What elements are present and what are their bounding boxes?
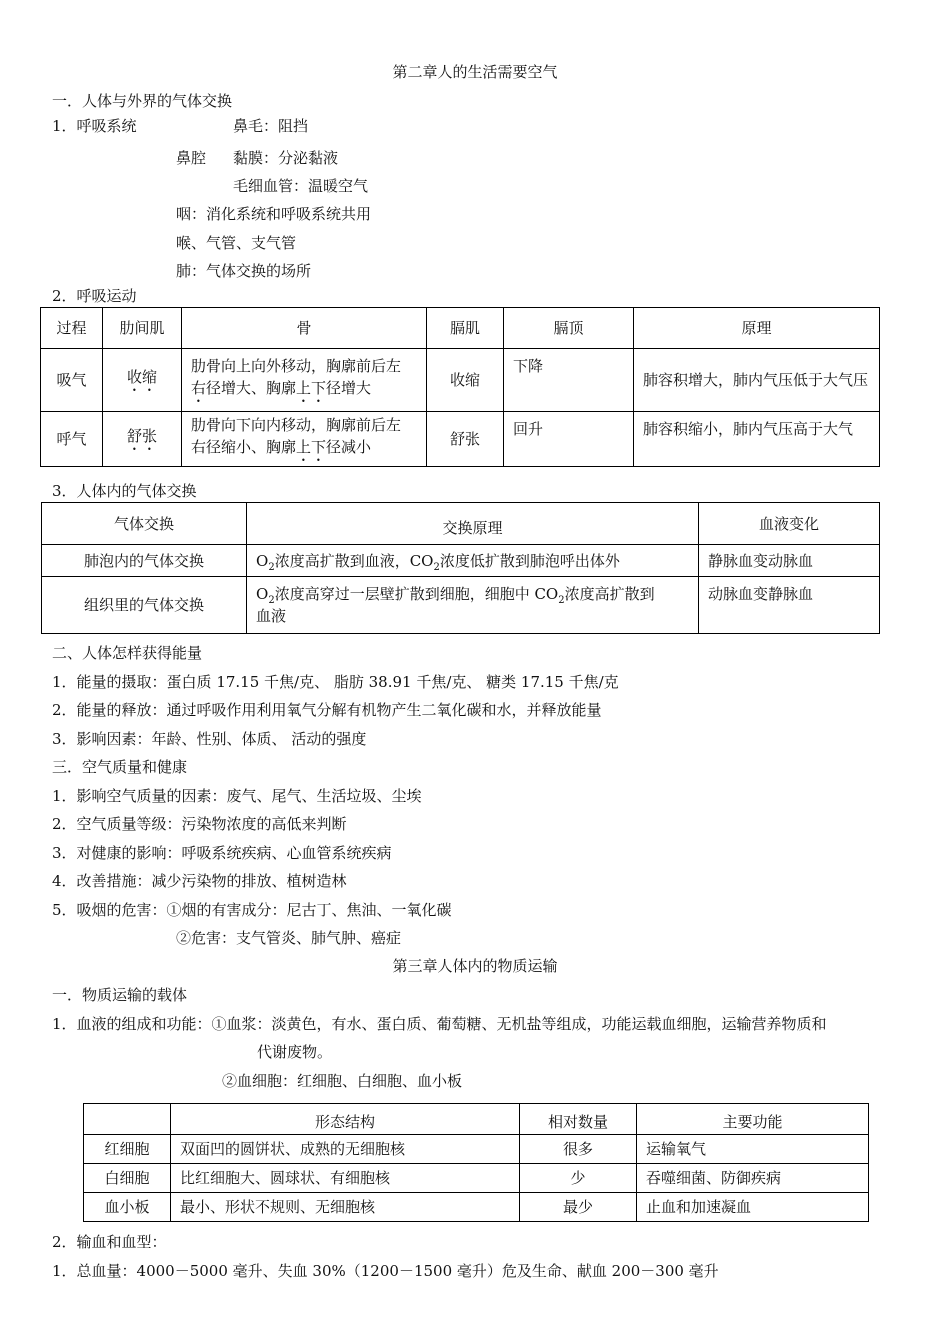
energy-intake: 1．能量的摄取：蛋白质 17.15 千焦/克、 脂肪 38.91 千焦/克、 糖类 17.15 千焦/克: [52, 673, 619, 691]
energy-factors: 3．影响因素：年龄、性别、体质、 活动的强度: [52, 730, 367, 748]
exhale-bone-end: 径减小: [326, 437, 372, 456]
blood-cell-table: [83, 1103, 869, 1222]
air-quality-levels: 2．空气质量等级：污染物浓度的高低来判断: [52, 815, 347, 833]
inhale-dome: 下降: [504, 349, 634, 412]
exhale-principle: 肺容积缩小，肺内气压高于大气: [634, 412, 880, 467]
chapter3-title: 第三章人体内的物质运输: [392, 957, 558, 975]
table-header-row: [41, 308, 880, 349]
header-dome: 膈顶: [504, 308, 634, 349]
section2-heading: 二、人体怎样获得能量: [52, 644, 203, 662]
inhale-bone-ud: 上下: [296, 378, 327, 397]
inhale-bone-lr: 右: [191, 378, 207, 397]
cell-count: 很多: [520, 1135, 637, 1164]
table-row: [84, 1193, 869, 1222]
table-row: [84, 1164, 869, 1193]
exhale-bone-line1: 肋骨向下向内移动，胸廓前后左: [191, 415, 402, 434]
exhale-process: 呼气: [41, 412, 103, 467]
tissue-principle: [247, 577, 699, 634]
ch3-section1-heading: 一．物质运输的载体: [52, 986, 188, 1004]
alveolar-principle: [247, 545, 699, 577]
cell-name: 白细胞: [84, 1164, 171, 1193]
chapter2-title: 第二章人的生活需要空气: [392, 63, 558, 81]
alveolar-o-sub: 2: [268, 561, 275, 573]
lung-text: 肺：气体交换的场所: [176, 262, 312, 280]
cell-count: 少: [520, 1164, 637, 1193]
air-quality-factors: 1．影响空气质量的因素：废气、尾气、生活垃圾、尘埃: [52, 787, 422, 805]
table-header-row: [84, 1104, 869, 1135]
alveolar-end: 浓度低扩散到肺泡呼出体外: [439, 551, 620, 570]
alveolar-change: 静脉血变动脉血: [699, 545, 880, 577]
cell-shape: 比红细胞大、圆球状、有细胞核: [171, 1164, 520, 1193]
capillary-text: 毛细血管：温暖空气: [233, 177, 369, 195]
cell-function: 吞噬细菌、防御疾病: [637, 1164, 869, 1193]
tissue-change: 动脉血变静脉血: [699, 577, 880, 634]
nose-hair-text: 鼻毛：阻挡: [233, 117, 309, 135]
inhale-bone-end: 径增大: [326, 378, 372, 397]
cell-shape: 最小、形状不规则、无细胞核: [171, 1193, 520, 1222]
cell-function: 运输氧气: [637, 1135, 869, 1164]
blood-composition-cont: 代谢废物。: [257, 1043, 333, 1061]
breathing-movement-label: 2．呼吸运动: [52, 287, 137, 305]
exhale-diaphragm: 舒张: [427, 412, 504, 467]
alveolar-name: 肺泡内的气体交换: [42, 545, 247, 577]
table-row: [41, 412, 880, 467]
cell-name: 血小板: [84, 1193, 171, 1222]
exhale-dome: 回升: [504, 412, 634, 467]
header-blood-change: 血液变化: [699, 503, 880, 545]
section1-heading: 一．人体与外界的气体交换: [52, 92, 233, 110]
larynx-text: 喉、气管、支气管: [176, 234, 297, 252]
table-row: [41, 349, 880, 412]
nasal-cavity-text: 鼻腔: [176, 149, 207, 167]
tissue-c-sub: 2: [558, 595, 565, 606]
inhale-bone-mid: 径增大、胸廓: [206, 378, 297, 397]
breathing-table: [40, 307, 880, 467]
cell-count: 最少: [520, 1193, 637, 1222]
tissue-end: 浓度高扩散到: [564, 585, 655, 603]
alveolar-mid: 浓度高扩散到血液，CO: [274, 551, 434, 570]
header-exchange-principle: 交换原理: [247, 503, 699, 545]
inhale-diaphragm: 收缩: [427, 349, 504, 412]
table-row: [42, 577, 880, 634]
inhale-principle: 肺容积增大，肺内气压低于大气压: [634, 349, 880, 412]
section3-heading: 三．空气质量和健康: [52, 758, 188, 776]
blood-cells-intro: ②血细胞：红细胞、白细胞、血小板: [222, 1072, 463, 1090]
health-effects: 3．对健康的影响：呼吸系统疾病、心血管系统疾病: [52, 844, 392, 862]
header-function: 主要功能: [637, 1104, 869, 1135]
tissue-end2: 血液: [256, 607, 287, 625]
table-row: [84, 1135, 869, 1164]
blood-composition: 1．血液的组成和功能：①血浆：淡黄色，有水、蛋白质、葡萄糖、无机盐等组成，功能运载血细胞，运输营养物质和: [52, 1015, 827, 1033]
alveolar-o: O: [256, 551, 269, 570]
header-process: 过程: [41, 308, 103, 349]
header-principle: 原理: [634, 308, 880, 349]
pharynx-text: 咽：消化系统和呼吸系统共用: [176, 205, 372, 223]
cell-name: 红细胞: [84, 1135, 171, 1164]
inhale-intercostal: 收缩: [126, 367, 157, 386]
exhale-bone-mid: 右径缩小、胸廓: [191, 437, 297, 456]
inhale-bone: [182, 349, 427, 412]
table-header-row: [42, 503, 880, 545]
cell-shape: 双面凹的圆饼状、成熟的无细胞核: [171, 1135, 520, 1164]
tissue-name: 组织里的气体交换: [42, 577, 247, 634]
smoking-harm-2: ②危害：支气管炎、肺气肿、癌症: [176, 929, 402, 947]
exhale-intercostal: 舒张: [126, 426, 157, 445]
alveolar-c-sub: 2: [433, 561, 440, 573]
mucosa-text: 黏膜：分泌黏液: [233, 149, 339, 167]
header-intercostal: 肋间肌: [103, 308, 182, 349]
header-gas-exchange: 气体交换: [42, 503, 247, 545]
inhale-bone-line1: 肋骨向上向外移动，胸廓前后左: [191, 356, 402, 375]
smoking-harm: 5．吸烟的危害：①烟的有害成分：尼古丁、焦油、一氧化碳: [52, 901, 452, 919]
exhale-bone-ud: 上下: [296, 437, 327, 456]
gas-exchange-label: 3．人体内的气体交换: [52, 482, 197, 500]
total-blood-volume: 1．总血量：4000－5000 毫升、失血 30%（1200－1500 毫升）危及生命、献血 200－300 毫升: [52, 1262, 719, 1280]
inhale-process: 吸气: [41, 349, 103, 412]
transfusion-heading: 2．输血和血型：: [52, 1233, 167, 1251]
tissue-o: O: [256, 585, 269, 603]
energy-release: 2．能量的释放：通过呼吸作用利用氧气分解有机物产生二氧化碳和水，并释放能量: [52, 701, 602, 719]
improvement-measures: 4．改善措施：减少污染物的排放、植树造林: [52, 872, 347, 890]
header-diaphragm: 膈肌: [427, 308, 504, 349]
header-bone: 骨: [182, 308, 427, 349]
respiratory-system-label: 1．呼吸系统: [52, 117, 137, 135]
table-row: [42, 545, 880, 577]
header-morphology: 形态结构: [171, 1104, 520, 1135]
header-quantity: 相对数量: [520, 1104, 637, 1135]
cell-function: 止血和加速凝血: [637, 1193, 869, 1222]
tissue-o-sub: 2: [268, 595, 275, 606]
header-blank: [84, 1104, 171, 1135]
gas-exchange-table: [41, 502, 880, 634]
exhale-bone: [182, 412, 427, 467]
tissue-mid: 浓度高穿过一层壁扩散到细胞，细胞中 CO: [274, 585, 559, 603]
